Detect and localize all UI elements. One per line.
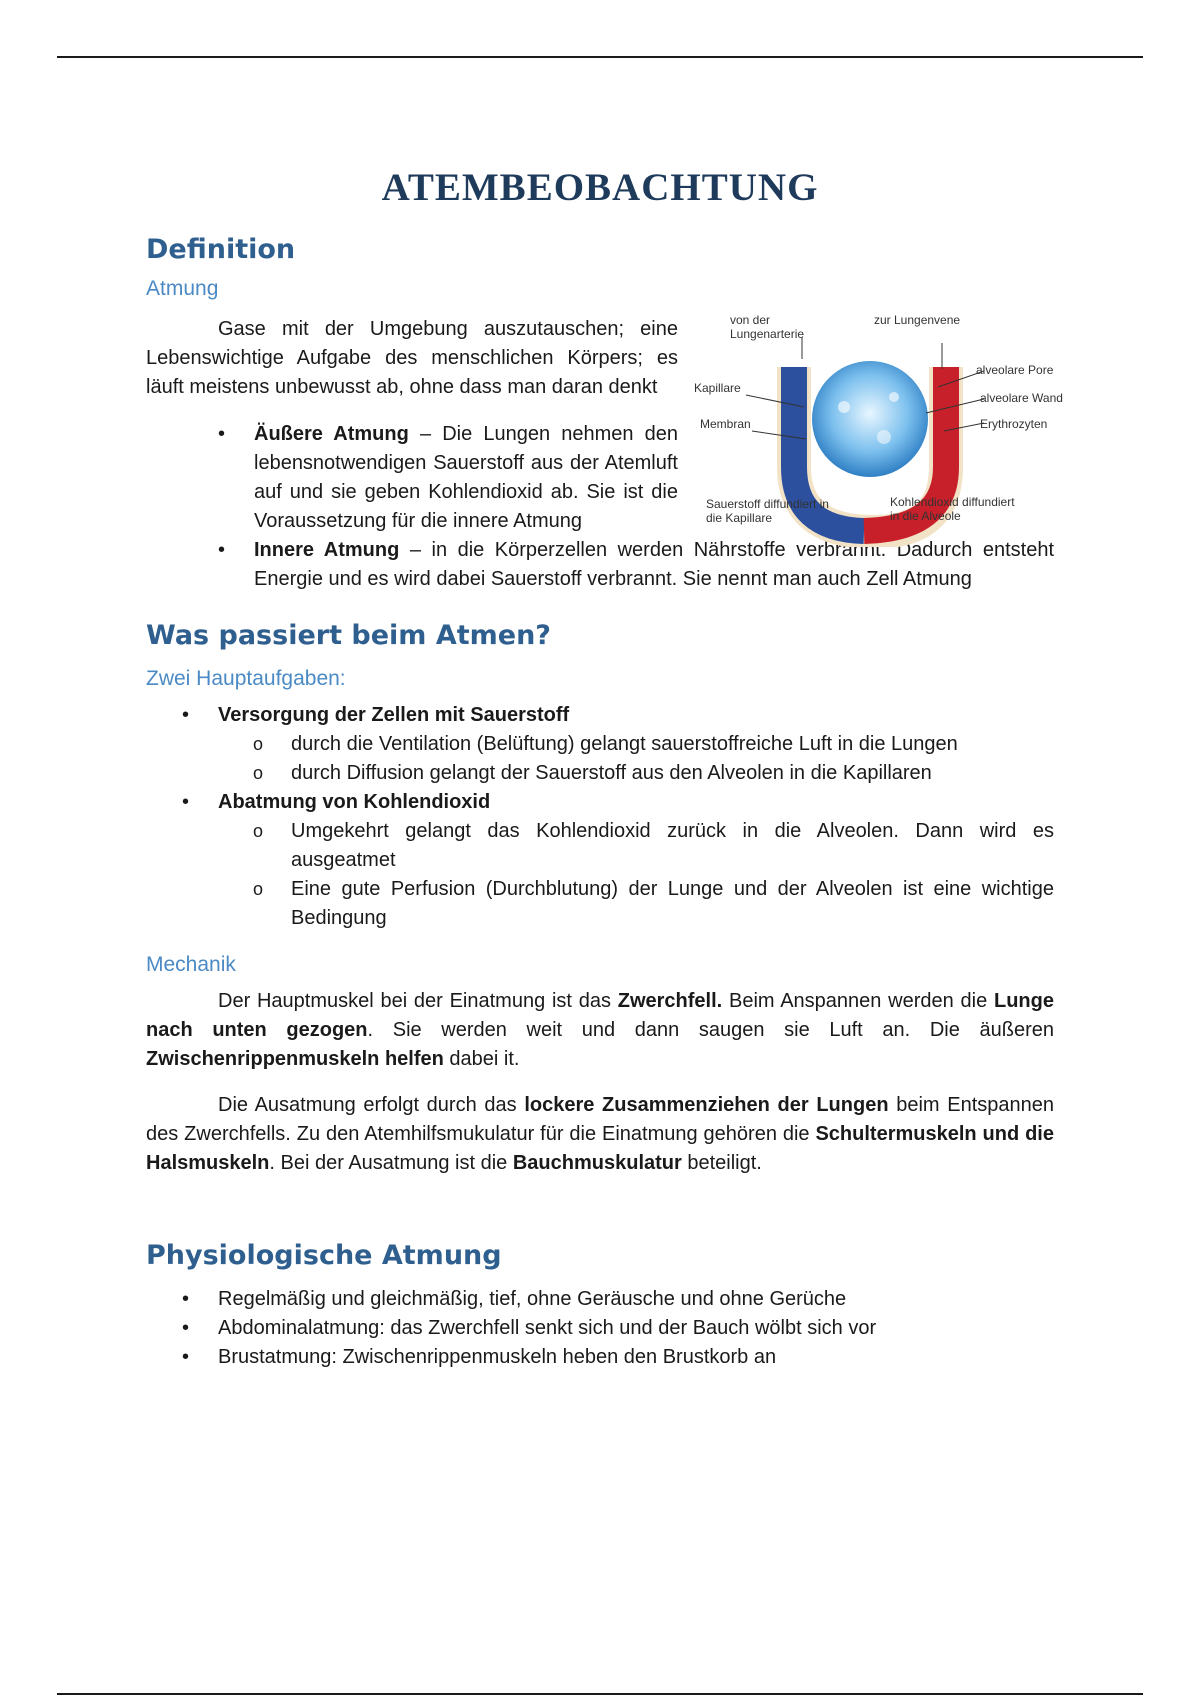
bullet-icon: •: [182, 791, 190, 813]
definition-block: [146, 313, 1063, 594]
atmung-subheading: Atmung: [146, 277, 219, 300]
bullet-icon: •: [182, 1317, 190, 1339]
list-item: • Abdominalatmung: das Zwerchfell senkt sich und der Bauch wölbt sich vor: [146, 1314, 1054, 1343]
alveole-shape: [812, 361, 928, 477]
label-kapillare: Kapillare: [694, 381, 741, 395]
group-label: Versorgung der Zellen mit Sauerstoff: [218, 704, 570, 726]
list-item: [146, 788, 1054, 933]
label-sauerstoff: Sauerstoff diffundiert in die Kapillare: [706, 497, 829, 525]
definition-heading: Definition: [146, 234, 296, 265]
label-kohlendioxid: Kohlendioxid diffundiert in die Alveole: [890, 495, 1015, 523]
bullet-icon: •: [182, 1288, 190, 1310]
alveole-diagram: [694, 307, 1074, 547]
sub-list: [218, 730, 1054, 788]
circle-bullet-icon: o: [253, 879, 264, 899]
page-title: ATEMBEOBACHTUNG: [381, 166, 819, 209]
circle-bullet-icon: o: [253, 821, 264, 841]
group-label: Abatmung von Kohlendioxid: [218, 791, 491, 813]
label-erythrozyten: Erythrozyten: [980, 417, 1048, 431]
list-item: [146, 701, 1054, 788]
sub-list-item: o durch die Ventilation (Belüftung) gelangt sauerstoffreiche Luft in die Lungen: [218, 730, 1054, 759]
item-text: – Die Lungen nehmen den lebensnotwendigen Sauerstoff aus der Atemluft auf und sie geben Kohlendioxid ab. Sie ist die Voraussetzung für die innere Atmung: [254, 423, 678, 532]
label-zur-lungenvene: zur Lungenvene: [874, 313, 961, 327]
circle-bullet-icon: o: [253, 763, 264, 783]
sub-list-item: o Eine gute Perfusion (Durchblutung) der Lunge und der Alveolen ist eine wichtige Bedingung: [218, 875, 1054, 933]
label-alveolare-wand: alveolare Wand: [980, 391, 1063, 405]
sub-list-item: o durch Diffusion gelangt der Sauerstoff aus den Alveolen in die Kapillaren: [218, 759, 1054, 788]
mechanik-subheading: Mechanik: [146, 953, 236, 976]
bullet-icon: •: [218, 423, 226, 445]
list-item: [146, 420, 678, 536]
document-page: [146, 165, 1063, 1372]
hauptaufgaben-list: [146, 701, 1054, 933]
top-rule: [57, 56, 1143, 58]
hauptaufgaben-subheading: Zwei Hauptaufgaben:: [146, 667, 346, 690]
bullet-icon: •: [182, 704, 190, 726]
label-von-der: von der Lungenarterie: [730, 313, 805, 341]
item-bold: Äußere Atmung: [254, 423, 409, 445]
sub-list-item: o Umgekehrt gelangt das Kohlendioxid zurück in die Alveolen. Dann wird es ausgeatmet: [218, 817, 1054, 875]
label-membran: Membran: [700, 417, 751, 431]
item-bold: Innere Atmung: [254, 539, 400, 561]
physio-heading: Physiologische Atmung: [146, 1240, 502, 1271]
physio-list: [146, 1285, 1054, 1372]
mechanik-paragraph-2: Die Ausatmung erfolgt durch das lockere Zusammenziehen der Lungen beim Entspannen des Zwerchfells. Zu den Atemhilfsmukulatur für die Einatmung gehören die Schultermuskeln und die Halsmuskeln. Bei der Ausatmung ist die Bauchmuskulatur beteiligt.: [146, 1094, 1054, 1174]
list-item: • Regelmäßig und gleichmäßig, tief, ohne Geräusche und ohne Gerüche: [146, 1285, 1054, 1314]
bottom-rule: [57, 1693, 1143, 1695]
sub-list: [218, 817, 1054, 933]
bullet-icon: •: [218, 539, 226, 561]
circle-bullet-icon: o: [253, 734, 264, 754]
definition-intro: Gase mit der Umgebung auszutauschen; eine Lebenswichtige Aufgabe des menschlichen Körpers; es läuft meistens unbewusst ab, ohne dass man daran denkt: [146, 318, 678, 398]
atmen-heading: Was passiert beim Atmen?: [146, 620, 551, 651]
label-alveolare-pore: alveolare Pore: [976, 363, 1054, 377]
item-text: – in die Körperzellen werden Nährstoffe verbrannt. Dadurch entsteht Energie und es wird dabei Sauerstoff verbrannt. Sie nennt man auch Zell Atmung: [254, 539, 1055, 590]
list-item: • Brustatmung: Zwischenrippenmuskeln heben den Brustkorb an: [146, 1343, 1054, 1372]
mechanik-paragraph-1: Der Hauptmuskel bei der Einatmung ist das Zwerchfell. Beim Anspannen werden die Lunge nach unten gezogen. Sie werden weit und dann saugen sie Luft an. Die äußeren Zwischenrippenmuskeln helfen dabei it.: [146, 990, 1054, 1070]
bullet-icon: •: [182, 1346, 190, 1368]
